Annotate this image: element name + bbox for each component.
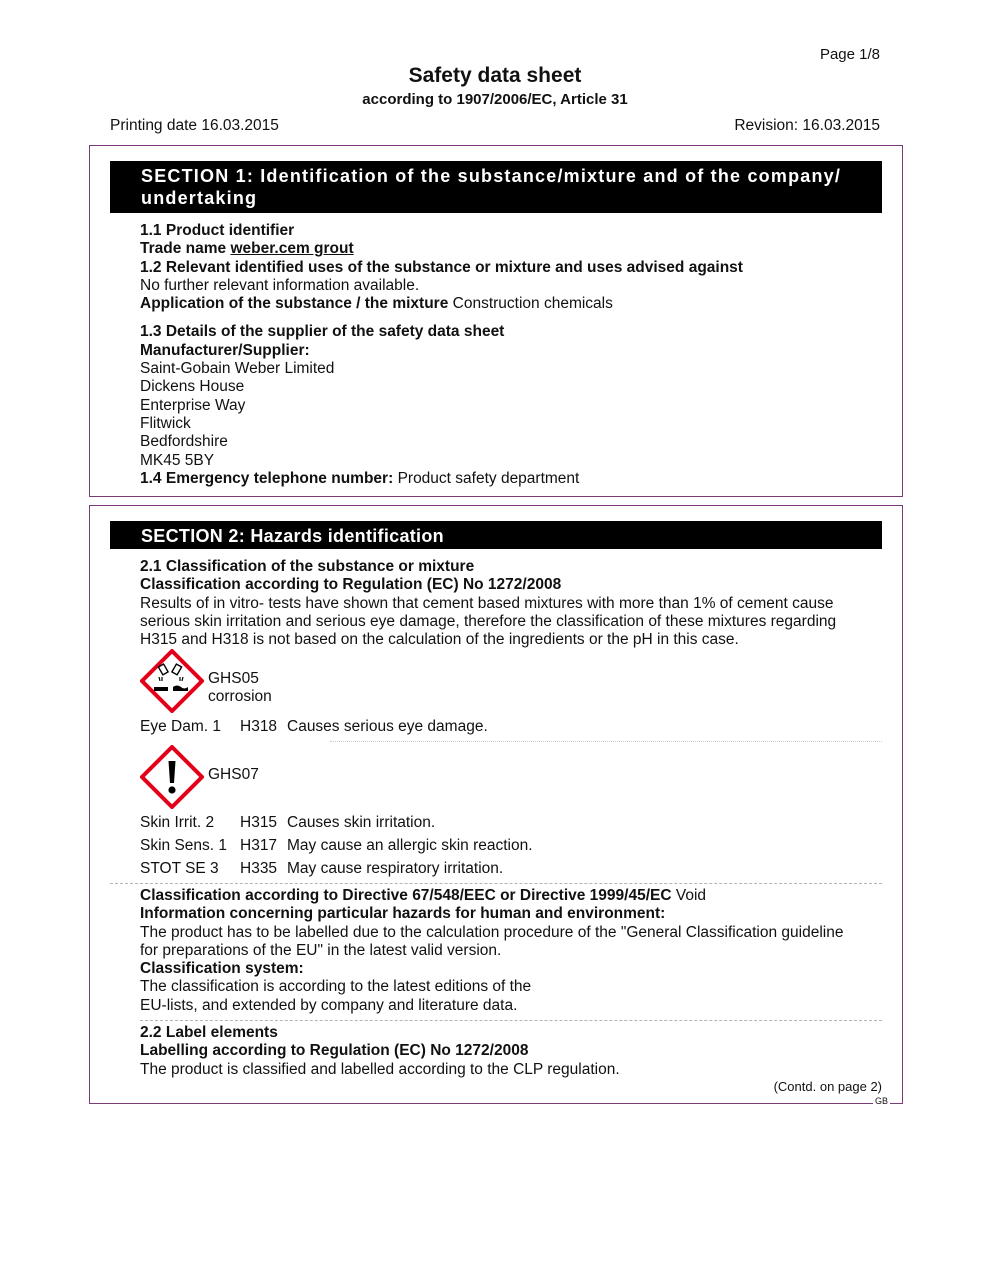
info-text-line: for preparations of the EU" in the latest valid version. — [140, 941, 502, 959]
section-2-classification — [140, 887, 882, 1015]
emergency-value: Product safety department — [397, 469, 580, 487]
section-1-box — [89, 145, 903, 497]
hazard-class: Skin Sens. 1 — [140, 837, 228, 854]
dashed-separator — [140, 1020, 882, 1021]
section-2-box — [89, 505, 903, 1104]
hazard-row-irritant — [140, 837, 882, 857]
section-1-heading-line2: undertaking — [141, 188, 258, 208]
dashed-separator — [110, 883, 882, 884]
hazard-row-irritant — [140, 860, 882, 880]
application-row — [140, 295, 882, 313]
trade-name-row — [140, 240, 882, 258]
hazard-h-code: H318 — [240, 718, 278, 735]
printing-date: Printing date 16.03.2015 — [110, 117, 279, 134]
manufacturer-label: Manufacturer/Supplier: — [140, 341, 310, 359]
address-line: Enterprise Way — [140, 396, 246, 414]
address-line: Flitwick — [140, 414, 191, 432]
s22-title: 2.2 Label elements — [140, 1024, 278, 1041]
clp-title: Classification according to Regulation (EC) No 1272/2008 — [140, 576, 562, 594]
ghs05-label: GHS05 corrosion — [208, 670, 272, 705]
trade-name-value: weber.cem grout — [230, 240, 354, 258]
emergency-label: 1.4 Emergency telephone number: — [140, 469, 394, 487]
hazard-class: STOT SE 3 — [140, 860, 219, 877]
s21-title: 2.1 Classification of the substance or mixture — [140, 558, 475, 575]
system-text-line: EU-lists, and extended by company and literature data. — [140, 996, 518, 1014]
labelling-title: Labelling according to Regulation (EC) No 1272/2008 — [140, 1042, 529, 1060]
clp-text-line: H315 and H318 is not based on the calculation of the ingredients or the pH in this case. — [140, 631, 739, 649]
hazard-row-irritant — [140, 814, 882, 834]
hazard-h-code: H335 — [240, 860, 278, 877]
page-number: Page 1/8 — [819, 46, 880, 63]
address-line: Bedfordshire — [140, 433, 228, 451]
continued-note: (Contd. on page 2) — [773, 1079, 882, 1094]
address-line: Dickens House — [140, 378, 245, 396]
hazard-class: Skin Irrit. 2 — [140, 814, 215, 831]
exclamation-mark-icon — [140, 745, 204, 809]
section-1-heading — [110, 161, 882, 213]
section-1-heading-line1: SECTION 1: Identification of the substance/mixture and of the company/ — [141, 166, 842, 186]
hazard-text: Causes skin irritation. — [287, 814, 436, 831]
hazard-class: Eye Dam. 1 — [140, 718, 221, 735]
application-label: Application of the substance / the mixture — [140, 295, 449, 313]
system-text-line: The classification is according to the latest editions of the — [140, 978, 532, 996]
address-line: Saint-Gobain Weber Limited — [140, 360, 335, 378]
document-subtitle: according to 1907/2006/EC, Article 31 — [362, 91, 628, 108]
labelling-text: The product is classified and labelled according to the CLP regulation. — [140, 1060, 620, 1078]
hazard-h-code: H317 — [240, 837, 278, 854]
section-2-label-elements — [140, 1024, 882, 1079]
hazard-row-eye — [140, 718, 882, 738]
s11-title: 1.1 Product identifier — [140, 222, 295, 239]
ghs07-label: GHS07 — [208, 766, 259, 783]
revision-date: Revision: 16.03.2015 — [734, 117, 880, 134]
s12-title: 1.2 Relevant identified uses of the substance or mixture and uses advised against — [140, 258, 743, 276]
ghs05-pictogram-row — [140, 649, 272, 713]
section-2-heading: SECTION 2: Hazards identification — [110, 521, 882, 549]
directive-row — [140, 887, 882, 905]
info-title: Information concerning particular hazards for human and environment: — [140, 905, 666, 923]
trade-name-label: Trade name — [140, 240, 227, 258]
hazard-text: May cause respiratory irritation. — [287, 860, 504, 877]
directive-value: Void — [675, 887, 707, 904]
clp-text-line: serious skin irritation and serious eye damage, therefore the classification of these mixtures regarding — [140, 612, 837, 630]
system-title: Classification system: — [140, 960, 304, 978]
directive-label: Classification according to Directive 67/548/EEC or Directive 1999/45/EC — [140, 887, 672, 904]
hazard-h-code: H315 — [240, 814, 278, 831]
s13-title: 1.3 Details of the supplier of the safety data sheet — [140, 323, 505, 341]
section-1-content — [140, 222, 882, 488]
corrosion-icon — [140, 649, 204, 713]
ghs07-pictogram-row — [140, 745, 259, 809]
dotted-separator — [330, 741, 882, 742]
s12-text: No further relevant information available. — [140, 276, 420, 294]
info-text-line: The product has to be labelled due to the calculation procedure of the "General Classification guideline — [140, 923, 844, 941]
clp-text-line: Results of in vitro- tests have shown that cement based mixtures with more than 1% of cement cause — [140, 594, 834, 612]
country-code: GB — [874, 1096, 888, 1106]
address-line: MK45 5BY — [140, 451, 215, 469]
section-2-intro — [140, 558, 882, 649]
hazard-text: May cause an allergic skin reaction. — [287, 837, 533, 854]
application-value: Construction chemicals — [452, 295, 613, 313]
document-title: Safety data sheet — [408, 64, 582, 87]
hazard-text: Causes serious eye damage. — [287, 718, 488, 735]
emergency-row — [140, 470, 882, 488]
